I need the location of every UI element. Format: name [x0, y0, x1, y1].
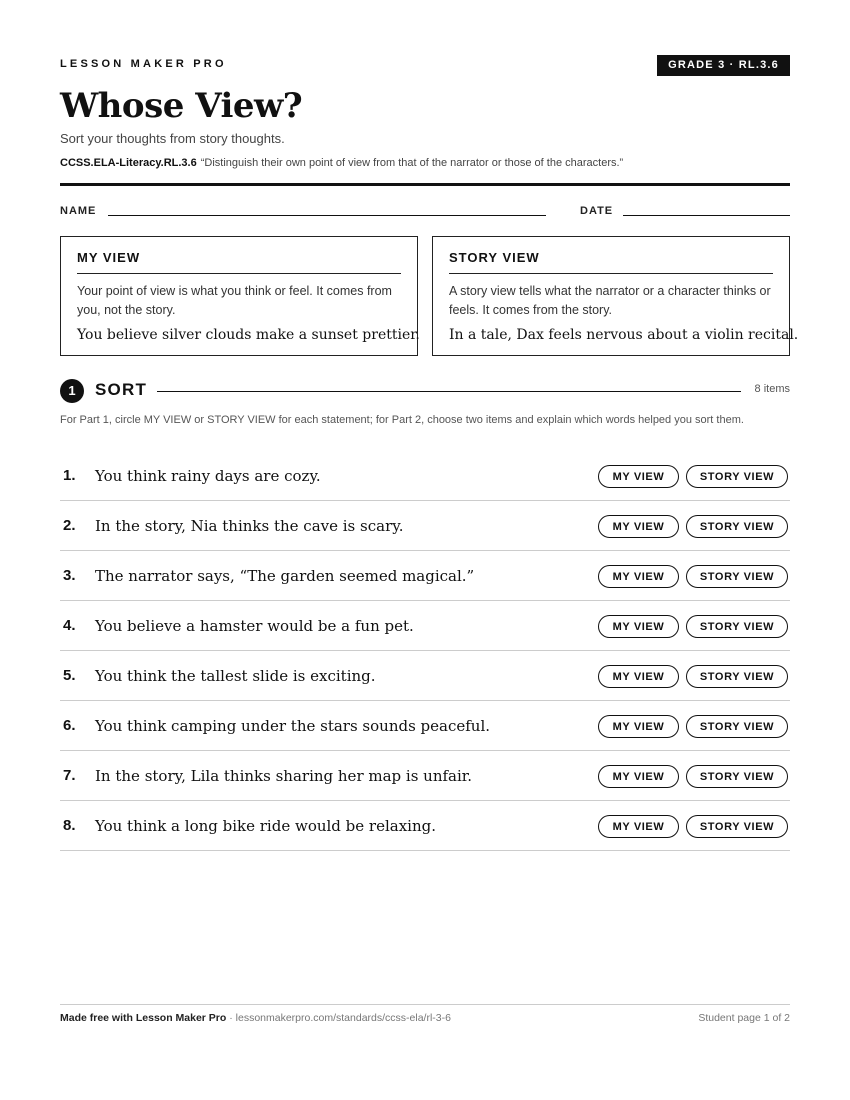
story-view-choice-button[interactable]: STORY VIEW — [686, 465, 788, 488]
item-number: 7. — [63, 767, 76, 784]
story-view-title: STORY VIEW — [449, 250, 773, 274]
item-number: 5. — [63, 667, 76, 684]
my-view-example: You believe silver clouds make a sunset prettier. — [77, 327, 420, 343]
my-view-choice-button[interactable]: MY VIEW — [598, 465, 679, 488]
page-title: Whose View? — [60, 86, 303, 126]
item-count: 8 items — [754, 383, 790, 395]
story-view-choice-button[interactable]: STORY VIEW — [686, 665, 788, 688]
my-view-box — [60, 236, 418, 356]
item-statement: You believe a hamster would be a fun pet. — [95, 617, 414, 635]
item-number: 8. — [63, 817, 76, 834]
standard-code: CCSS.ELA-Literacy.RL.3.6 — [60, 157, 197, 169]
list-item — [60, 601, 790, 651]
footer-page-number: Student page 1 of 2 — [698, 1012, 790, 1024]
item-statement: In the story, Nia thinks the cave is scary. — [95, 517, 404, 535]
story-view-choice-button[interactable]: STORY VIEW — [686, 765, 788, 788]
item-statement: In the story, Lila thinks sharing her map is unfair. — [95, 767, 473, 785]
item-statement: The narrator says, “The garden seemed magical.” — [95, 567, 475, 585]
list-item — [60, 551, 790, 601]
story-view-box — [432, 236, 799, 356]
story-view-choice-button[interactable]: STORY VIEW — [686, 715, 788, 738]
name-input-line[interactable] — [108, 215, 546, 216]
my-view-description: Your point of view is what you think or feel. It comes from you, not the story. — [77, 284, 392, 317]
section-number-badge: 1 — [60, 379, 84, 403]
list-item — [60, 801, 790, 851]
item-statement: You think rainy days are cozy. — [95, 467, 321, 485]
page-subtitle: Sort your thoughts from story thoughts. — [60, 131, 285, 146]
my-view-choice-button[interactable]: MY VIEW — [598, 715, 679, 738]
item-statement: You think the tallest slide is exciting. — [95, 667, 376, 685]
item-number: 2. — [63, 517, 76, 534]
standard-line — [60, 157, 623, 169]
story-view-choice-button[interactable]: STORY VIEW — [686, 515, 788, 538]
list-item — [60, 701, 790, 751]
my-view-title: MY VIEW — [77, 250, 401, 274]
item-number: 6. — [63, 717, 76, 734]
story-view-example: In a tale, Dax feels nervous about a violin recital. — [449, 327, 799, 343]
section-divider — [157, 391, 741, 392]
brand-name: LESSON MAKER PRO — [60, 58, 227, 70]
item-number: 3. — [63, 567, 76, 584]
section-instructions: For Part 1, circle MY VIEW or STORY VIEW for each statement; for Part 2, choose two items and explain which words helped you sort them. — [60, 414, 744, 426]
date-input-line[interactable] — [623, 215, 790, 216]
date-label: DATE — [580, 205, 614, 217]
section-title: SORT — [95, 380, 148, 399]
item-statement: You think camping under the stars sounds peaceful. — [95, 717, 491, 735]
sort-item-list — [60, 451, 790, 851]
list-item — [60, 651, 790, 701]
story-view-choice-button[interactable]: STORY VIEW — [686, 565, 788, 588]
my-view-choice-button[interactable]: MY VIEW — [598, 515, 679, 538]
my-view-choice-button[interactable]: MY VIEW — [598, 615, 679, 638]
name-label: NAME — [60, 205, 97, 217]
my-view-choice-button[interactable]: MY VIEW — [598, 665, 679, 688]
header-divider — [60, 183, 790, 186]
story-view-choice-button[interactable]: STORY VIEW — [686, 615, 788, 638]
footer-credit — [60, 1012, 451, 1024]
my-view-choice-button[interactable]: MY VIEW — [598, 815, 679, 838]
my-view-choice-button[interactable]: MY VIEW — [598, 765, 679, 788]
item-number: 1. — [63, 467, 76, 484]
list-item — [60, 451, 790, 501]
list-item — [60, 501, 790, 551]
list-item — [60, 751, 790, 801]
footer-url: · lessonmakerpro.com/standards/ccss-ela/rl-3-6 — [226, 1012, 451, 1024]
item-statement: You think a long bike ride would be relaxing. — [95, 817, 437, 835]
item-number: 4. — [63, 617, 76, 634]
story-view-description: A story view tells what the narrator or a character thinks or feels. It comes from the story. — [449, 284, 771, 317]
footer-made-by: Made free with Lesson Maker Pro — [60, 1012, 227, 1024]
standard-text: “Distinguish their own point of view from that of the narrator or those of the characters.” — [200, 157, 624, 169]
footer-divider — [60, 1004, 790, 1005]
grade-badge: GRADE 3 · RL.3.6 — [657, 55, 790, 76]
my-view-choice-button[interactable]: MY VIEW — [598, 565, 679, 588]
story-view-choice-button[interactable]: STORY VIEW — [686, 815, 788, 838]
